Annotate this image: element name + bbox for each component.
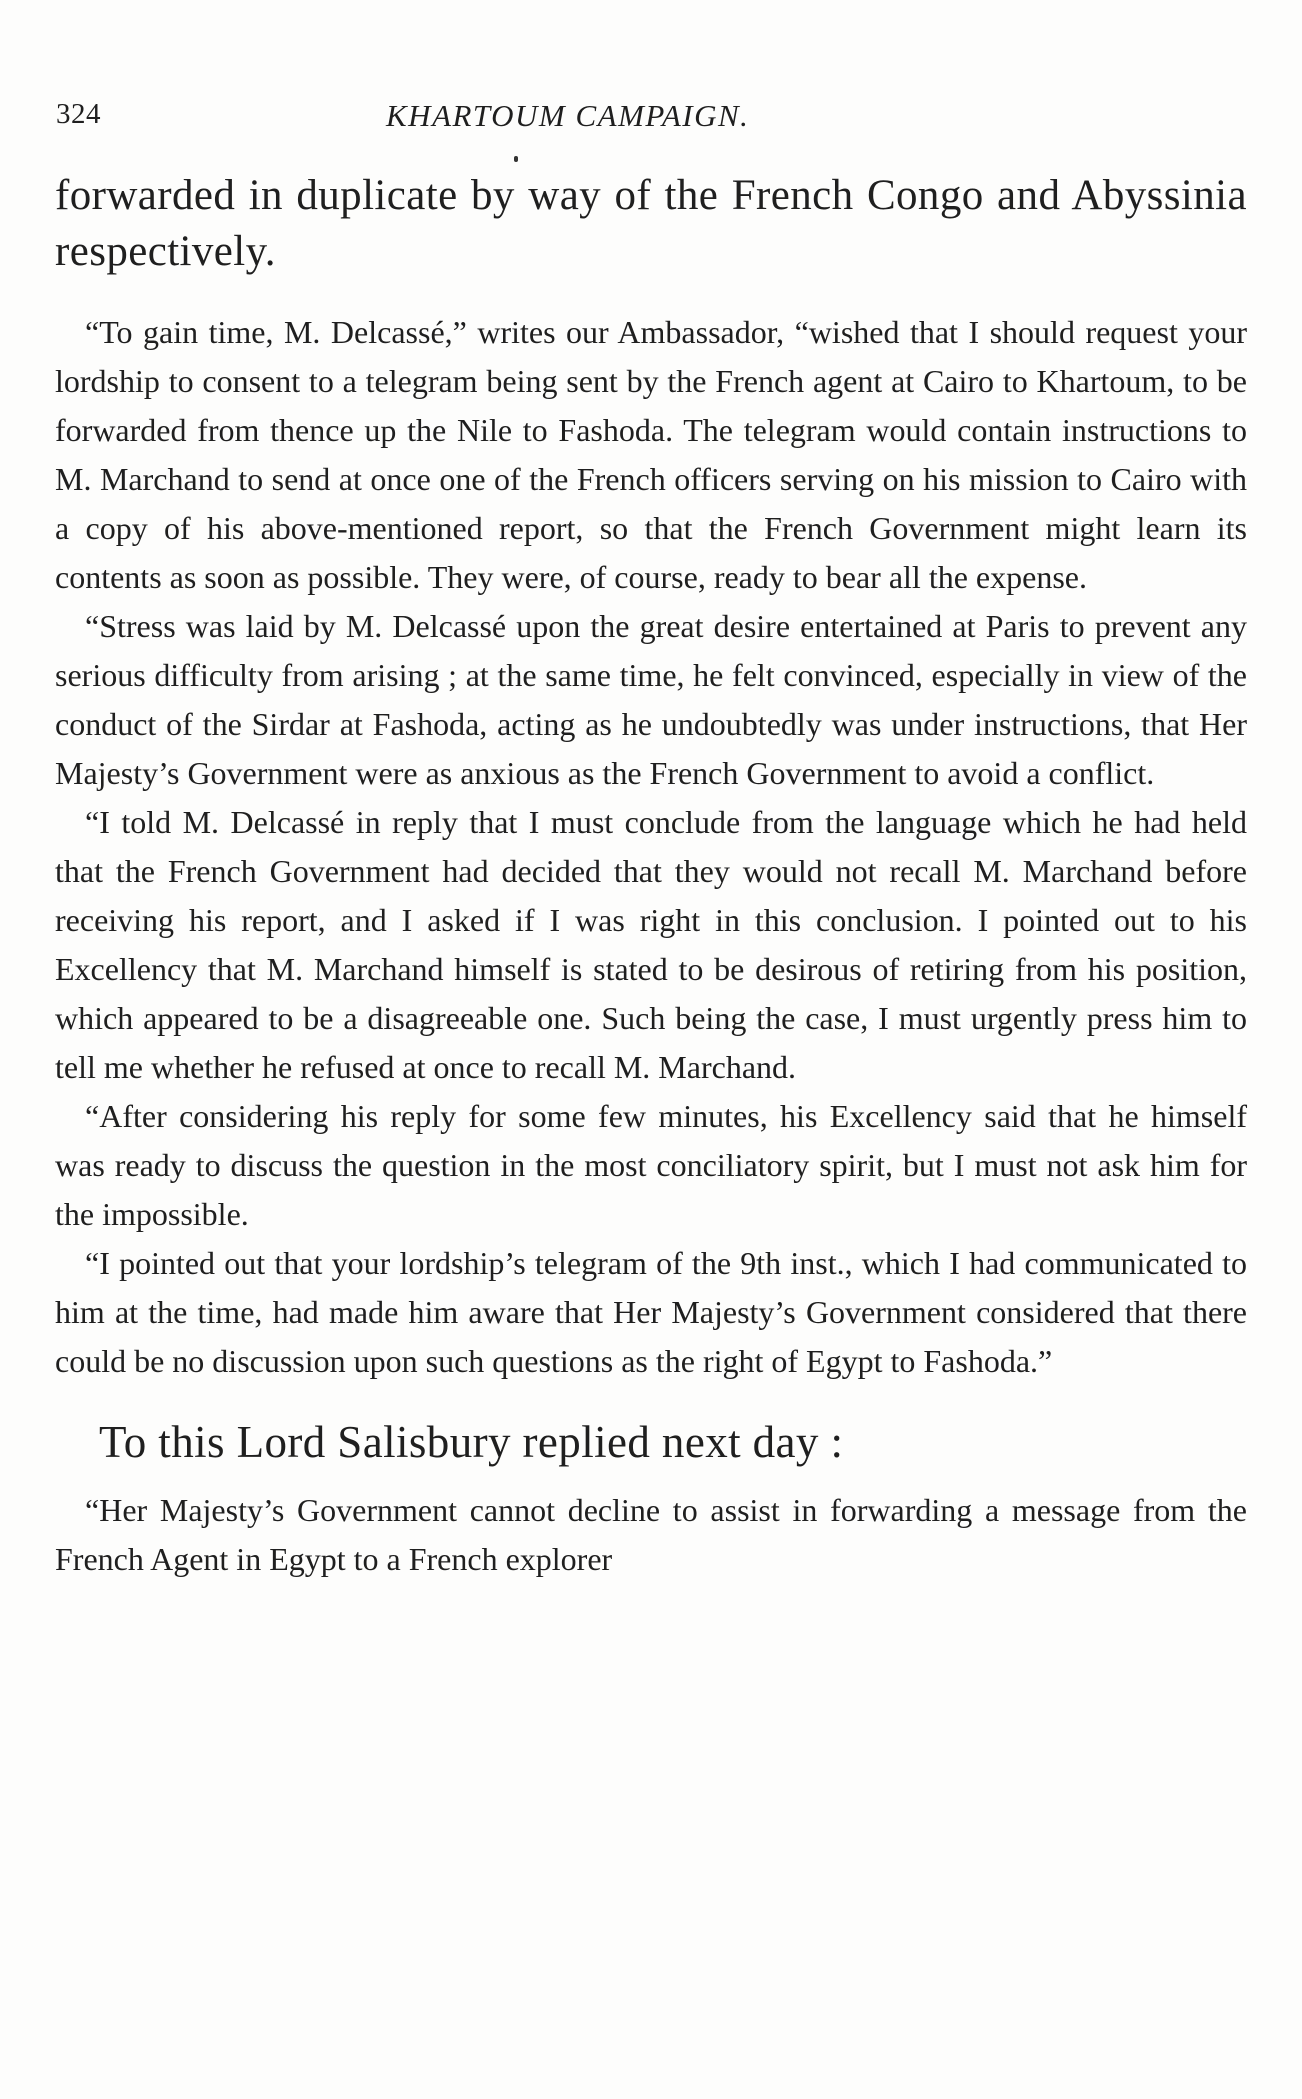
running-title: KHARTOUM CAMPAIGN.: [386, 98, 750, 133]
ink-speck: [514, 156, 518, 162]
paragraph-reply: “I told M. Delcassé in reply that I must conclude from the language which he had held that the French Government had decided that they would not recall M. Marchand before receiving his report, and I asked if I was right in this conclusion. I pointed out to his Excellency that M. Marchand himself is stated to be desirous of retiring from his position, which appeared to be a disagreeable one. Such being the case, I must urgently press him to tell me whether he refused at once to recall M. Marchand.: [55, 804, 1247, 1085]
paragraph-telegram-request: “To gain time, M. Delcassé,” writes our Ambassador, “wished that I should request your lordship to consent to a telegram being sent by the French agent at Cairo to Khartoum, to be forwarded from thence up the Nile to Fashoda. The telegram would contain instructions to M. Marchand to send at once one of the French officers serving on his mission to Cairo with a copy of his above-mentioned report, so that the French Government might learn its contents as soon as possible. They were, of course, ready to bear all the expense.: [55, 314, 1247, 595]
transition-line: To this Lord Salisbury replied next day :: [99, 1417, 844, 1467]
page-header: [56, 98, 1242, 138]
paragraph-pointed-out: “I pointed out that your lordship’s telegram of the 9th inst., which I had communicated to him at the time, had made him aware that Her Majesty’s Government considered that there could be no discussion upon such questions as the right of Egypt to Fashoda.”: [55, 1245, 1247, 1379]
opening-text: forwarded in duplicate by way of the French Congo and Abyssinia respectively.: [55, 172, 1247, 275]
paragraph-final: “Her Majesty’s Government cannot decline to assist in forwarding a message from the French Agent in Egypt to a French explorer: [55, 1492, 1247, 1577]
paragraph-considering: “After considering his reply for some few minutes, his Excellency said that he himself was ready to discuss the question in the most conciliatory spirit, but I must not ask him for the impossible.: [55, 1098, 1247, 1232]
page-number: 324: [56, 98, 101, 130]
paragraph-stress: “Stress was laid by M. Delcassé upon the great desire entertained at Paris to prevent any serious difficulty from arising ; at the same time, he felt convinced, especially in view of the conduct of the Sirdar at Fashoda, acting as he undoubtedly was under instructions, that Her Majesty’s Government were as anxious as the French Government to avoid a conflict.: [55, 608, 1247, 791]
page-body: [55, 168, 1247, 1584]
